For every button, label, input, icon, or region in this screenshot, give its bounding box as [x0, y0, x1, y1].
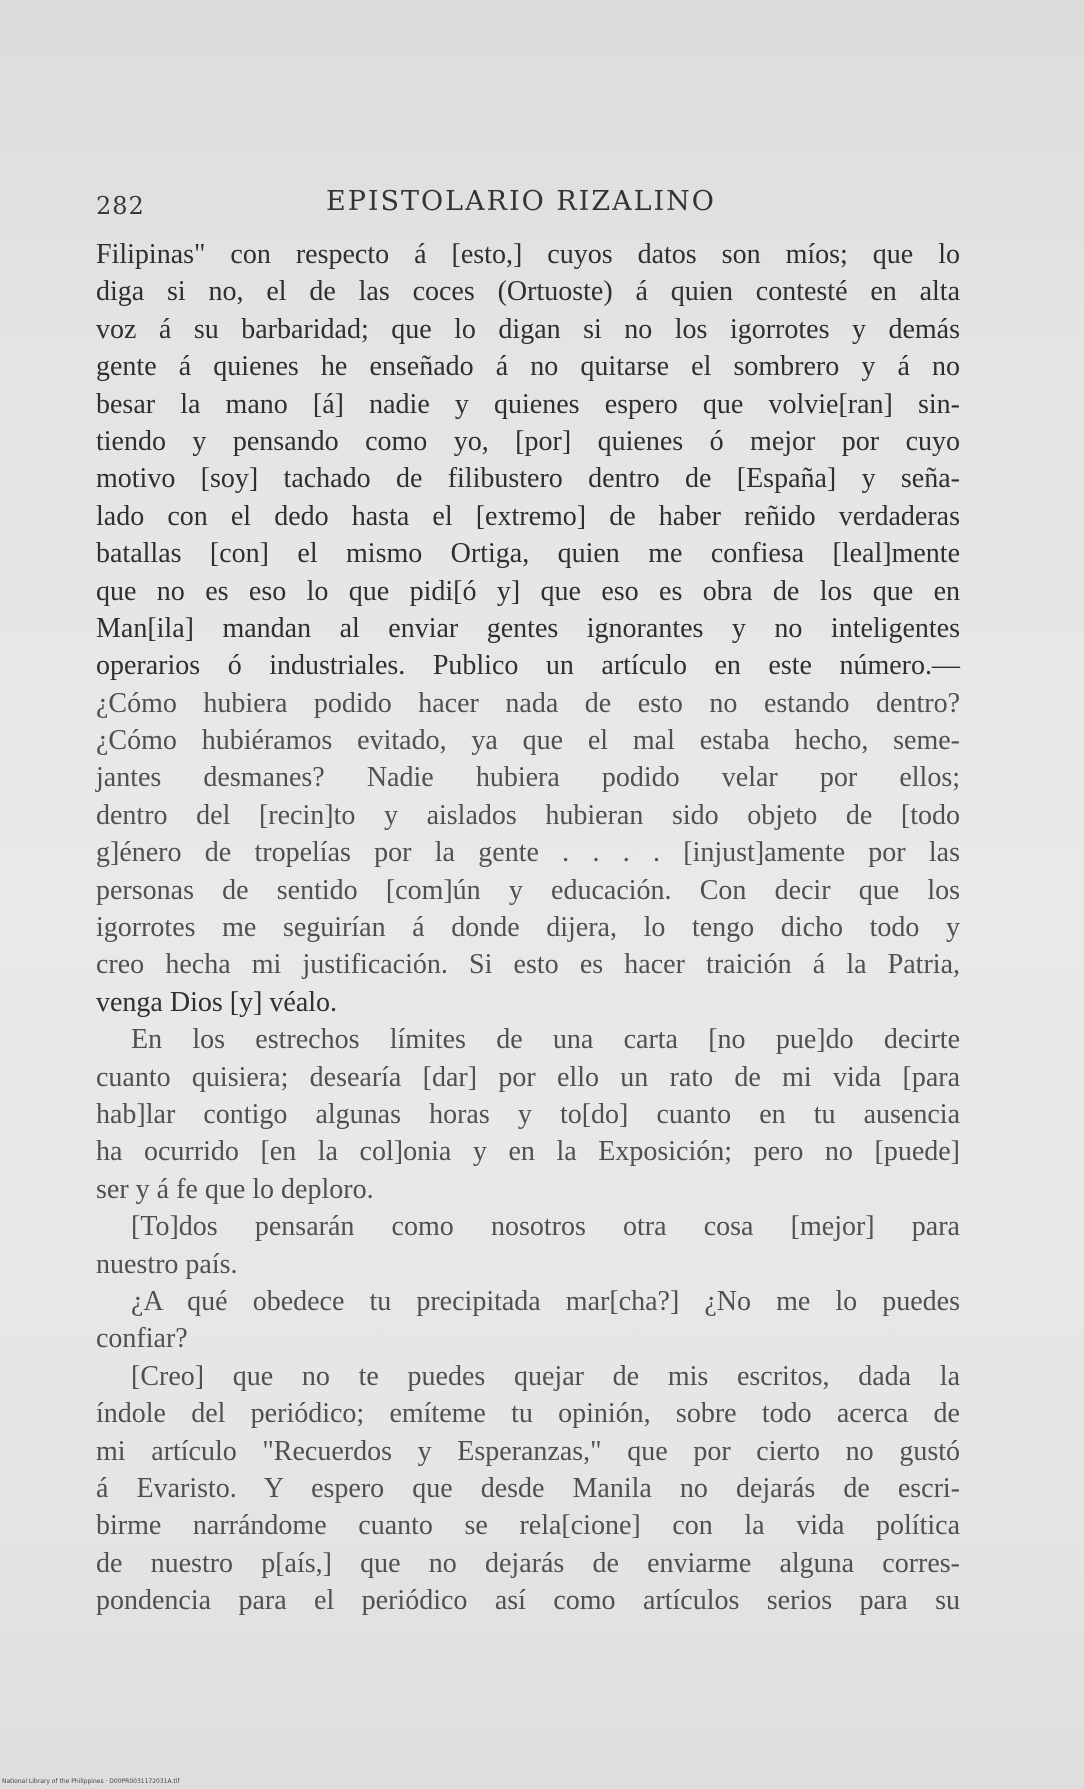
text-line: birme narrándome cuanto se rela[cione] con la vida política — [96, 1510, 960, 1542]
text-line: operarios ó industriales. Publico un artículo en este número.— — [96, 650, 960, 682]
text-line: tiendo y pensando como yo, [por] quienes ó mejor por cuyo — [96, 425, 960, 457]
page-header — [96, 178, 956, 228]
paragraph-start: En los estrechos límites de una carta [no pue]do decirte — [131, 1024, 960, 1056]
text-line: confiar? — [96, 1323, 188, 1355]
page-number: 282 — [96, 192, 145, 220]
text-line: g]énero de tropelías por la gente . . . . [injust]amente por las — [96, 837, 960, 869]
text-line: jantes desmanes? Nadie hubiera podido velar por ellos; — [96, 762, 960, 794]
text-line: Filipinas" con respecto á [esto,] cuyos datos son míos; que lo — [96, 239, 960, 270]
text-line: que no es eso lo que pidi[ó y] que eso es obra de los que en — [96, 575, 960, 607]
text-line: dentro del [recin]to y aislados hubieran sido objeto de [todo — [96, 799, 960, 831]
text-line: venga Dios [y] véalo. — [96, 986, 338, 1018]
text-line: nuestro país. — [96, 1248, 238, 1280]
text-line: hab]lar contigo algunas horas y to[do] cuanto en tu ausencia — [96, 1098, 960, 1130]
text-line: de nuestro p[aís,] que no dejarás de enviarme alguna corres- — [96, 1547, 960, 1579]
text-line: á Evaristo. Y espero que desde Manila no dejarás de escri- — [96, 1472, 960, 1504]
running-head: EPISTOLARIO RIZALINO — [326, 186, 716, 217]
text-line: ¿Cómo hubiéramos evitado, ya que el mal estaba hecho, seme- — [96, 725, 960, 757]
text-line: voz á su barbaridad; que lo digan si no los igorrotes y demás — [96, 313, 960, 345]
text-line: creo hecha mi justificación. Si esto es hacer traición á la Patria, — [96, 949, 960, 981]
text-line: mi artículo "Recuerdos y Esperanzas," que por cierto no gustó — [96, 1435, 960, 1467]
text-line: cuanto quisiera; desearía [dar] por ello un rato de mi vida [para — [96, 1061, 960, 1093]
body-text — [96, 236, 960, 1619]
text-line: igorrotes me seguirían á donde dijera, lo tengo dicho todo y — [96, 912, 960, 944]
text-line: ha ocurrido [en la col]onia y en la Exposición; pero no [puede] — [96, 1136, 960, 1168]
text-line: personas de sentido [com]ún y educación. Con decir que los — [96, 874, 960, 906]
text-line: pondencia para el periódico así como artículos serios para su — [96, 1585, 960, 1617]
paragraph-start: ¿A qué obedece tu precipitada mar[cha?] ¿No me lo puedes — [131, 1285, 960, 1317]
text-line: besar la mano [á] nadie y quienes espero que volvie[ran] sin- — [96, 388, 960, 420]
scan-footer: National Library of the Philippines · D00PR0031172031A.tif — [2, 1778, 180, 1785]
text-line: diga si no, el de las coces (Ortuoste) á quien contesté en alta — [96, 276, 960, 308]
paragraph-start: [To]dos pensarán como nosotros otra cosa [mejor] para — [131, 1211, 960, 1243]
text-line: Man[ila] mandan al enviar gentes ignorantes y no inteligentes — [96, 612, 960, 644]
text-line: motivo [soy] tachado de filibustero dentro de [España] y seña- — [96, 463, 960, 495]
text-line: batallas [con] el mismo Ortiga, quien me confiesa [leal]mente — [96, 538, 960, 570]
text-line: ¿Cómo hubiera podido hacer nada de esto no estando dentro? — [96, 687, 960, 719]
text-line: ser y á fe que lo deploro. — [96, 1173, 374, 1205]
text-line: gente á quienes he enseñado á no quitarse el sombrero y á no — [96, 351, 960, 383]
text-line: índole del periódico; emíteme tu opinión, sobre todo acerca de — [96, 1398, 960, 1430]
paragraph-start: [Creo] que no te puedes quejar de mis escritos, dada la — [131, 1360, 960, 1392]
text-line: lado con el dedo hasta el [extremo] de haber reñido verdaderas — [96, 500, 960, 532]
